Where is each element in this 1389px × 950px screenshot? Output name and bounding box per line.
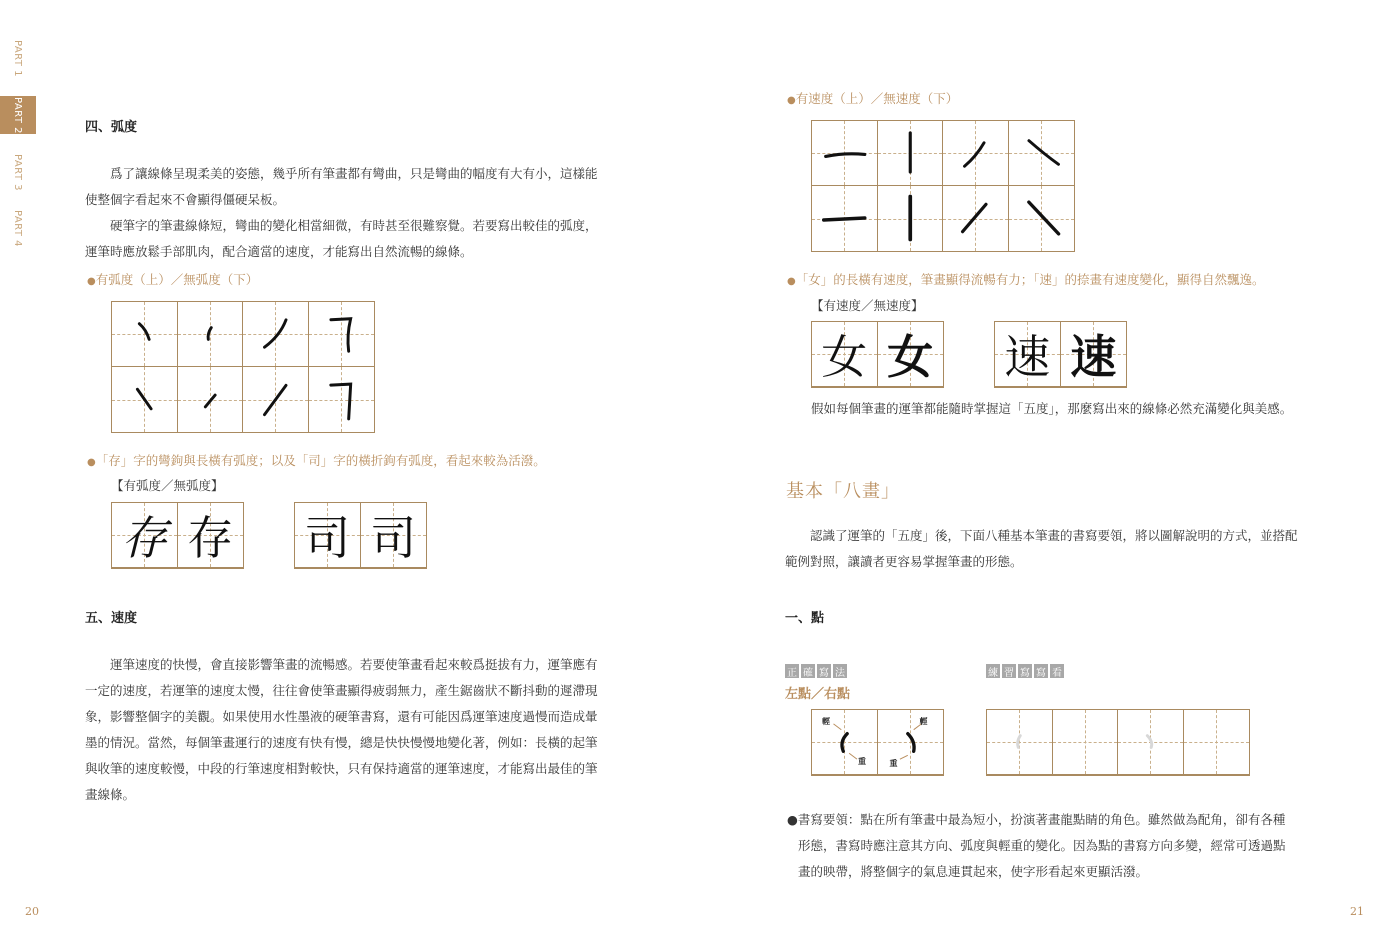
- grid-cell: [112, 503, 178, 568]
- badge-char: 確: [801, 664, 815, 678]
- horizontal-speed-stroke: [812, 121, 877, 185]
- example-char-cun-plain: 存: [187, 511, 234, 565]
- practice-cell[interactable]: [1053, 710, 1119, 775]
- practice-cell[interactable]: [1118, 710, 1184, 775]
- na-speed-stroke: [1009, 121, 1075, 185]
- right-dot-demo-stroke: [878, 710, 944, 774]
- left-dot-straight-stroke: [178, 367, 243, 432]
- grid-cell: [878, 710, 944, 775]
- tab-part-2[interactable]: PART 2: [0, 96, 36, 134]
- badge-char: 法: [833, 664, 847, 678]
- section-title-eight-strokes: 基本「八畫」: [786, 481, 900, 502]
- bullet-speed-example: ●「女」的長橫有速度，筆畫顯得流暢有力；「速」的捺畫有速度變化，顯得自然飄逸。: [787, 272, 1265, 287]
- example-char-su-slow: 速: [1070, 330, 1117, 384]
- grid-cell: [943, 121, 1009, 186]
- grid-cell: [309, 367, 375, 432]
- grid-cell: [812, 322, 878, 387]
- writing-tip-line: 形態，書寫時應注意其方向、弧度與輕重的變化。因為點的書寫方向多變，經常可透過點: [798, 838, 1286, 853]
- speed-stroke-grid: [811, 120, 1075, 252]
- nv-example-grid: [811, 321, 944, 388]
- practice-cell[interactable]: [987, 710, 1053, 775]
- grid-cell: [995, 322, 1061, 387]
- tab-part-4[interactable]: PART 4: [12, 209, 24, 247]
- arc-sub-label: 【有弧度／無弧度】: [111, 478, 224, 493]
- grid-cell: [112, 302, 178, 367]
- example-char-nv-slow: 女: [887, 330, 934, 384]
- example-char-nv-speed: 女: [821, 330, 868, 384]
- vertical-slow-stroke: [878, 186, 943, 251]
- bullet-arc-example: ●「存」字的彎鉤與長橫有弧度；以及「司」字的橫折鉤有弧度，看起來較為活潑。: [87, 453, 546, 468]
- badge-char: 寫: [1034, 664, 1048, 678]
- practice-badges: [986, 664, 1064, 678]
- badge-char: 寫: [1018, 664, 1032, 678]
- grid-cell: [112, 367, 178, 432]
- grid-cell: [812, 186, 878, 251]
- arc-paragraph-2: 硬筆字的筆畫線條短，彎曲的變化相當細微，有時甚至很難察覺。若要寫出較佳的弧度，運筆時應放鬆手部肌肉，配合適當的速度，才能寫出自然流暢的線條。: [85, 218, 598, 259]
- grid-cell: [1009, 121, 1075, 186]
- example-char-cun-arc: 存: [121, 511, 168, 565]
- grid-cell: [243, 302, 309, 367]
- heavy-annotation: 重: [889, 759, 898, 768]
- trace-left-dot-stroke: [987, 710, 1052, 774]
- heavy-annotation: 重: [858, 757, 866, 766]
- grid-cell: [178, 302, 244, 367]
- na-slow-stroke: [1009, 186, 1075, 251]
- grid-cell: [243, 367, 309, 432]
- tab-part-1[interactable]: PART 1: [12, 39, 24, 77]
- grid-cell: [178, 367, 244, 432]
- pie-arc-stroke: [243, 302, 308, 366]
- hook-straight-stroke: [309, 367, 375, 432]
- pie-slow-stroke: [943, 186, 1008, 251]
- section-heading-dot: 一、點: [785, 611, 825, 626]
- si-example-grid: [294, 502, 427, 569]
- pie-speed-stroke: [943, 121, 1008, 185]
- stroke-name-dots: 左點／右點: [785, 687, 851, 702]
- five-degrees-summary: 假如每個筆畫的運筆都能隨時掌握這「五度」，那麼寫出來的線條必然充滿變化與美感。: [811, 401, 1293, 416]
- grid-cell: [943, 186, 1009, 251]
- speed-sub-label: 【有速度／無速度】: [811, 298, 924, 313]
- trace-right-dot-stroke: [1118, 710, 1183, 774]
- light-annotation: 輕: [919, 717, 928, 726]
- grid-cell: [878, 322, 944, 387]
- eight-strokes-intro: 認識了運筆的「五度」後，下面八種基本筆畫的書寫要領，將以圖解說明的方式，並搭配範例對照，讓讀者更容易掌握筆畫的形態。: [785, 528, 1298, 569]
- badge-char: 練: [986, 664, 1000, 678]
- practice-cell[interactable]: [1184, 710, 1250, 775]
- arc-stroke-grid: [111, 301, 375, 433]
- dot-arc-stroke: [112, 302, 177, 366]
- speed-paragraph-block: [85, 652, 605, 808]
- bullet-speed-compare: ●有速度（上）／無速度（下）: [787, 91, 959, 106]
- grid-cell: [1061, 322, 1127, 387]
- horizontal-slow-stroke: [812, 186, 877, 251]
- grid-cell: [812, 121, 878, 186]
- dot-demo-grid: [811, 709, 944, 776]
- arc-paragraph-1: 爲了讓線條呈現柔美的姿態，幾乎所有筆畫都有彎曲，只是彎曲的幅度有大有小，這樣能使整個字看起來不會顯得僵硬呆板。: [85, 166, 598, 207]
- page-number-right: 21: [1350, 905, 1364, 918]
- badge-char: 看: [1050, 664, 1064, 678]
- left-dot-arc-stroke: [178, 302, 243, 366]
- vertical-speed-stroke: [878, 121, 943, 185]
- bullet-dot-icon: ●: [787, 276, 796, 287]
- grid-cell: [361, 503, 427, 568]
- bullet-dot-icon: ●: [87, 276, 96, 287]
- dot-straight-stroke: [112, 367, 177, 432]
- tab-part-3[interactable]: PART 3: [12, 153, 24, 191]
- dot-practice-grid: [986, 709, 1250, 776]
- section-heading-speed: 五、速度: [85, 611, 138, 626]
- correct-method-badges: [785, 664, 847, 678]
- speed-paragraph: 運筆速度的快慢，會直接影響筆畫的流暢感。若要使筆畫看起來較爲挺拔有力，運筆應有一定的速度，若運筆的速度太慢，往往會使筆畫顯得疲弱無力，產生鋸齒狀不斷抖動的遲滯現象，影響整個字的美觀。如果使用水性墨液的硬筆書寫，還有可能因爲運筆速度過慢而造成暈墨的情況。當然，每個筆畫運行的速度有快有慢，總是快快慢慢地變化著，例如：長橫的起筆與收筆的速度較慢，中段的行筆速度相對較快，只有保持適當的運筆速度，才能寫出最佳的筆畫線條。: [85, 657, 598, 802]
- bullet-dot-icon: ●: [787, 95, 796, 106]
- grid-cell: [1009, 186, 1075, 251]
- bullet-dot-icon: ●: [87, 457, 96, 468]
- badge-char: 寫: [817, 664, 831, 678]
- bullet-arc-compare: ●有弧度（上）／無弧度（下）: [87, 272, 259, 287]
- writing-tips: [787, 807, 1317, 885]
- grid-cell: [178, 503, 244, 568]
- grid-cell: [812, 710, 878, 775]
- badge-char: 正: [785, 664, 799, 678]
- example-char-si-arc: 司: [304, 511, 351, 565]
- light-annotation: 輕: [822, 717, 830, 726]
- arc-paragraphs: [85, 161, 605, 265]
- page-number-left: 20: [25, 905, 39, 918]
- writing-tip-line: ●書寫要領：點在所有筆畫中最為短小，扮演著畫龍點睛的角色。雖然做為配角，卻有各種: [787, 812, 1286, 827]
- example-char-si-plain: 司: [370, 511, 417, 565]
- example-char-su-speed: 速: [1004, 330, 1051, 384]
- writing-tip-line: 畫的映帶，將整個字的氣息連貫起來，使字形看起來更顯活潑。: [798, 864, 1149, 879]
- grid-cell: [878, 186, 944, 251]
- grid-cell: [295, 503, 361, 568]
- hook-arc-stroke: [309, 302, 375, 366]
- grid-cell: [309, 302, 375, 367]
- cun-example-grid: [111, 502, 244, 569]
- eight-strokes-intro-block: [785, 523, 1305, 575]
- pie-straight-stroke: [243, 367, 308, 432]
- grid-cell: [878, 121, 944, 186]
- badge-char: 習: [1002, 664, 1016, 678]
- su-example-grid: [994, 321, 1127, 388]
- section-heading-arc: 四、弧度: [85, 120, 138, 135]
